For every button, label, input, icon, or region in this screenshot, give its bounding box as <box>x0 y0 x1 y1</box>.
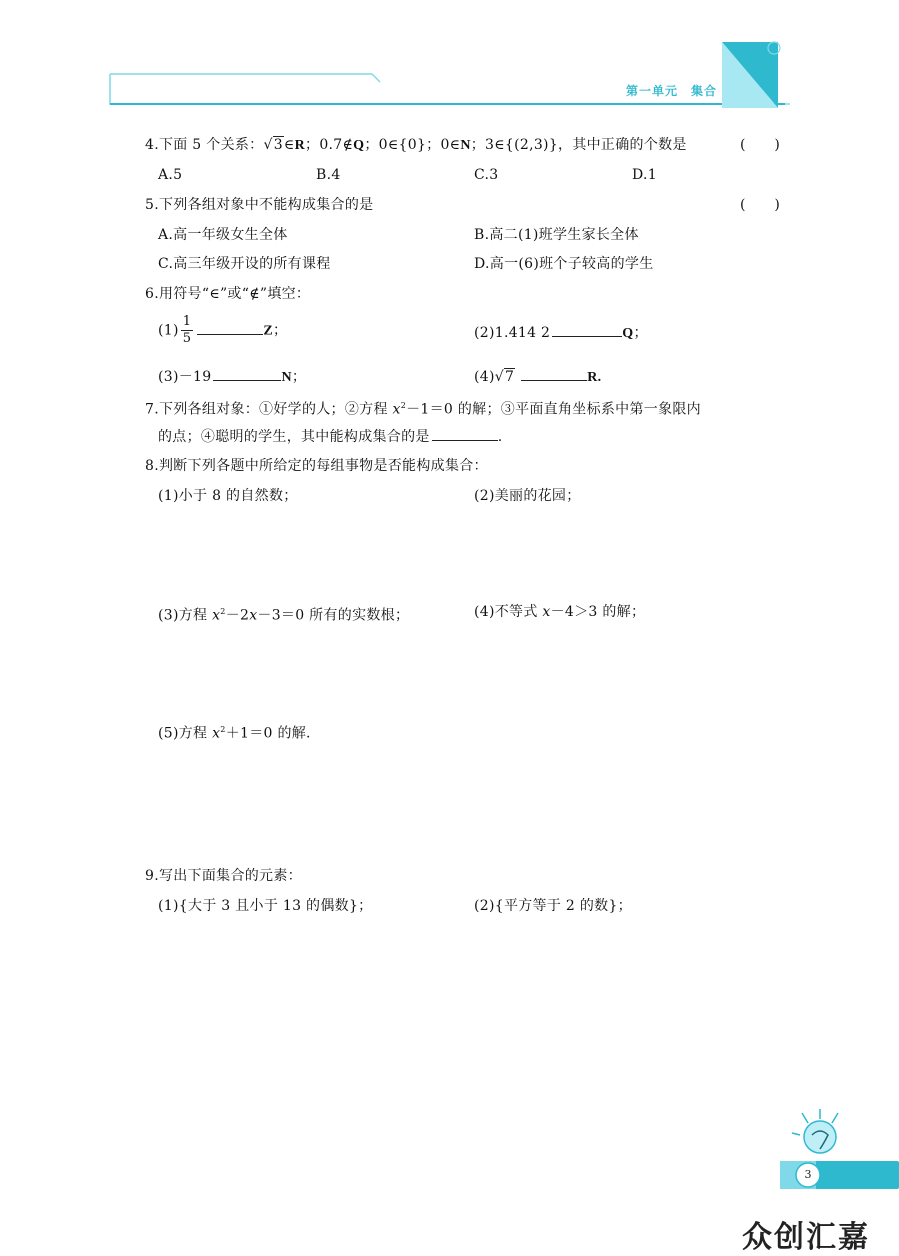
q7-blank[interactable] <box>432 426 498 441</box>
q8-part-1: (1)小于 8 的自然数； <box>158 488 298 504</box>
q6-p3-label: (3)－19 <box>158 369 212 385</box>
var-x: x <box>542 604 551 620</box>
q4-text-e: ；3∈{(2,3)}，其中正确的个数是 <box>470 137 687 153</box>
q9-part-2: (2){平方等于 2 的数}； <box>474 898 632 914</box>
q4-text-d: ；0∈{0}；0∈ <box>364 137 461 153</box>
q5-option-d: D.高一(6)班个子较高的学生 <box>474 256 654 272</box>
fraction-one-fifth: $\frac{1}{5}$ <box>182 314 192 346</box>
var-x: x <box>392 401 401 418</box>
question-7-line-1 <box>145 396 701 420</box>
q6-part-1 <box>158 314 287 347</box>
page-number: 3 <box>804 1168 812 1181</box>
lightbulb-icon <box>780 1105 899 1205</box>
q4-option-d: D.1 <box>632 167 657 183</box>
exponent: 2 <box>220 607 226 616</box>
question-6-stem: 6.用符号“∈”或“∉”填空： <box>145 286 311 302</box>
question-5-stem: 5.下列各组对象中不能构成集合的是 <box>145 197 374 213</box>
q4-answer-paren: ( ) <box>740 137 781 153</box>
q5-option-b: B.高二(1)班学生家长全体 <box>474 227 639 243</box>
q4-text-a: 4.下面 5 个关系： <box>145 137 264 153</box>
q8-p3-text-b: －2 <box>225 607 250 624</box>
q6-part-3 <box>158 366 306 388</box>
set-Z: Z <box>263 323 273 339</box>
set-Q: Q <box>353 138 365 153</box>
question-8-stem: 8.判断下列各题中所给定的每组事物是否能构成集合： <box>145 458 488 474</box>
q6-p4-label: (4) <box>474 369 495 385</box>
q6-p4-blank[interactable] <box>521 366 587 381</box>
q4-option-b: B.4 <box>316 167 341 183</box>
exponent: 2 <box>220 725 226 734</box>
var-x: x <box>212 607 221 624</box>
q4-option-c: C.3 <box>474 167 499 183</box>
q6-p4-end: . <box>597 370 602 385</box>
q7-text-b: －1＝0 的解；③平面直角坐标系中第一象限内 <box>406 401 701 418</box>
q6-part-2 <box>474 322 648 344</box>
q4-text-c: ；0.7∉ <box>305 137 354 153</box>
q8-part-3 <box>158 602 409 626</box>
watermark: 众创汇嘉 <box>742 1220 870 1255</box>
q8-p4-text-a: (4)不等式 <box>474 604 543 620</box>
q8-p5-text-a: (5)方程 <box>158 725 213 742</box>
q5-answer-paren: ( ) <box>740 197 781 213</box>
var-x: x <box>212 725 221 742</box>
set-R: R <box>587 370 598 385</box>
set-N: N <box>281 370 292 385</box>
exponent: 2 <box>400 401 407 410</box>
set-R: R <box>294 138 306 153</box>
sqrt-3: √3 <box>263 137 283 153</box>
q6-p3-end: ； <box>291 369 307 385</box>
q7-text-a: 7.下列各组对象：①好学的人；②方程 <box>145 401 393 418</box>
unit-title: 第一单元 集合 <box>626 84 718 98</box>
q8-part-2: (2)美丽的花园； <box>474 488 581 504</box>
footer-decoration <box>780 1105 899 1205</box>
q6-part-4 <box>474 366 601 388</box>
q6-p1-blank[interactable] <box>197 320 263 335</box>
q7-text-c: 的点；④聪明的学生，其中能构成集合的是 <box>158 429 430 445</box>
q9-part-1: (1){大于 3 且小于 13 的偶数}； <box>158 898 373 914</box>
question-9-stem: 9.写出下面集合的元素： <box>145 868 302 884</box>
var-x: x <box>249 607 258 624</box>
q6-p2-end: ； <box>633 325 648 341</box>
q4-text-b: ∈ <box>283 137 295 153</box>
set-N: N <box>460 138 471 153</box>
header-banner <box>0 0 899 140</box>
q8-p3-text-c: －3＝0 所有的实数根； <box>257 607 410 624</box>
q6-p3-blank[interactable] <box>213 366 281 381</box>
q4-option-a: A.5 <box>158 167 183 183</box>
header-decoration <box>0 0 899 140</box>
question-4-stem <box>145 135 687 156</box>
q6-p1-label: (1) <box>158 322 179 339</box>
q8-p5-text-b: ＋1＝0 的解. <box>225 725 311 742</box>
q8-part-4 <box>474 602 645 622</box>
q8-part-5 <box>158 720 311 744</box>
q6-p2-label: (2)1.414 2 <box>474 325 551 341</box>
q8-p4-text-b: －4＞3 的解； <box>550 604 646 620</box>
q5-option-c: C.高三年级开设的所有课程 <box>158 256 331 272</box>
q6-p1-end: ； <box>272 322 288 339</box>
q5-option-a: A.高一年级女生全体 <box>158 227 288 243</box>
q6-p2-blank[interactable] <box>552 322 622 337</box>
question-7-line-2 <box>158 426 502 447</box>
set-Q: Q <box>622 326 634 341</box>
q8-p3-text-a: (3)方程 <box>158 607 213 624</box>
sqrt-7: √7 <box>494 369 515 385</box>
q7-end: . <box>497 429 503 445</box>
